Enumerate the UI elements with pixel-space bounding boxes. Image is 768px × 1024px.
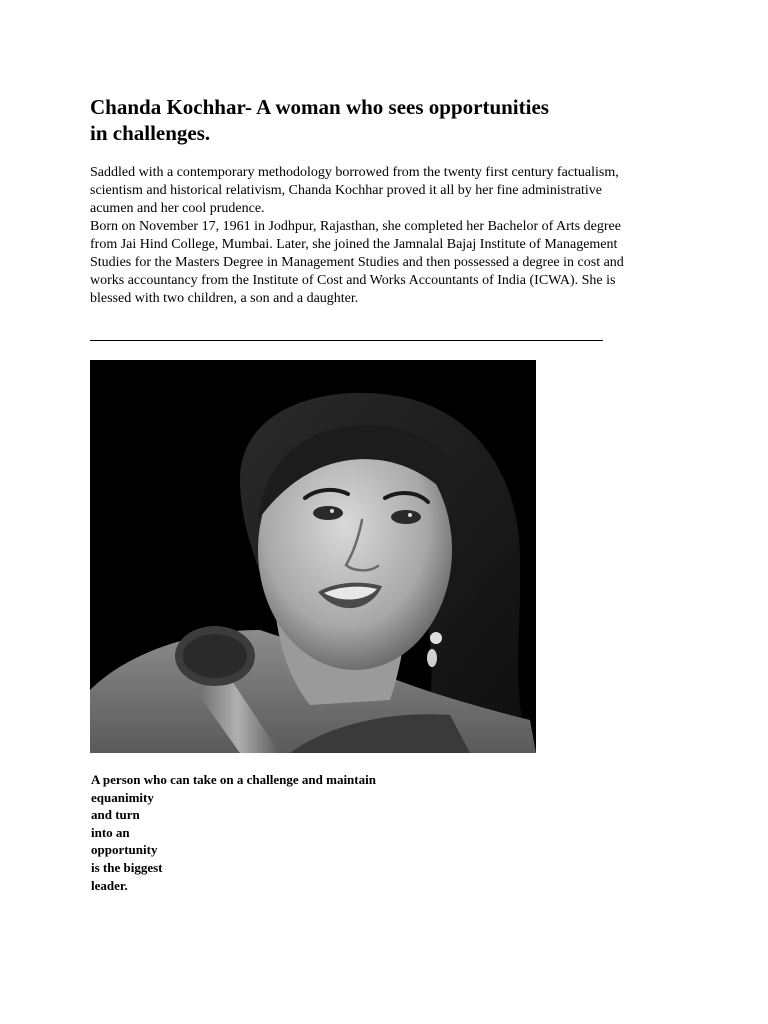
title-line: Chanda Kochhar- A woman who sees opportunities <box>90 95 549 119</box>
right-eye <box>391 510 421 524</box>
quote-line: equanimity <box>91 789 154 805</box>
left-eye-highlight <box>330 509 334 513</box>
portrait-photo <box>90 360 536 753</box>
title-line: in challenges. <box>90 121 211 145</box>
quote-line: A person who can take on a challenge and maintain <box>91 772 376 787</box>
quote-line: into an <box>91 824 130 840</box>
earring-top <box>430 632 442 644</box>
body-line: Studies for the Masters Degree in Management Studies and then possessed a degree in cost and <box>90 255 624 270</box>
right-eye-highlight <box>408 513 412 517</box>
quote-line: is the biggest <box>91 859 163 875</box>
body-line: blessed with two children, a son and a daughter. <box>90 291 359 306</box>
quote-line: and turn <box>91 807 140 823</box>
horizontal-rule <box>90 340 603 341</box>
quote-line: opportunity <box>91 842 158 858</box>
body-line: from Jai Hind College, Mumbai. Later, she joined the Jamnalal Bajaj Institute of Management <box>90 237 618 252</box>
quote-line: leader. <box>91 877 128 893</box>
biography-paragraph <box>90 164 690 308</box>
body-line: Born on November 17, 1961 in Jodhpur, Rajasthan, she completed her Bachelor of Arts degree <box>90 219 621 234</box>
earring-drop <box>427 649 437 667</box>
left-eye <box>313 506 343 520</box>
body-line: acumen and her cool prudence. <box>90 201 265 216</box>
portrait-illustration <box>90 360 536 753</box>
page-title <box>90 94 650 146</box>
body-line: Saddled with a contemporary methodology borrowed from the twenty first century factualism, <box>90 165 619 180</box>
body-line: works accountancy from the Institute of Cost and Works Accountants of India (ICWA). She is <box>90 273 616 288</box>
quote-block <box>91 771 491 894</box>
body-line: scientism and historical relativism, Chanda Kochhar proved it all by her fine administrative <box>90 183 603 198</box>
